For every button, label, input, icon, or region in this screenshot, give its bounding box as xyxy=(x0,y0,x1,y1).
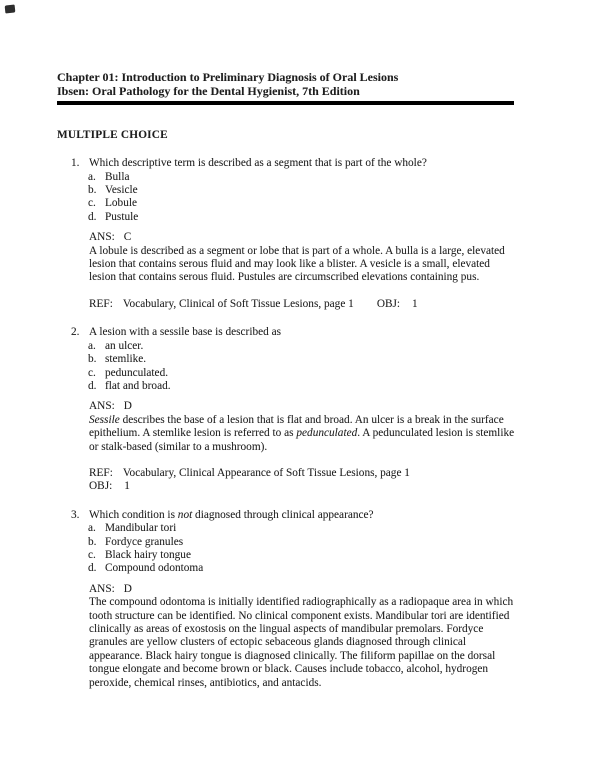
option-row xyxy=(88,340,514,353)
option-text: an ulcer. xyxy=(105,339,144,352)
option-text: Bulla xyxy=(105,170,130,183)
options-list xyxy=(88,340,514,394)
option-row xyxy=(88,549,514,562)
option-letter: b. xyxy=(88,353,97,366)
option-letter: d. xyxy=(88,379,97,392)
scan-artifact xyxy=(5,4,16,13)
option-row xyxy=(88,380,514,393)
answer-letter: D xyxy=(123,400,132,413)
explanation-text-italic: Sessile xyxy=(89,413,120,426)
option-text: Mandibular tori xyxy=(105,522,177,535)
book-title: Ibsen: Oral Pathology for the Dental Hygienist, 7th Edition xyxy=(57,83,360,98)
question-2 xyxy=(71,326,514,493)
obj-value: 1 xyxy=(412,297,418,310)
ref-label: REF: xyxy=(89,297,113,310)
explanation-text-italic: pedunculated xyxy=(296,427,358,440)
option-text: Black hairy tongue xyxy=(105,548,191,561)
option-row xyxy=(88,353,514,366)
answer-explanation xyxy=(89,596,519,690)
option-row xyxy=(88,536,514,549)
document-header xyxy=(57,71,514,105)
stem-text: Which condition is xyxy=(89,508,178,521)
ref-line xyxy=(89,298,519,311)
option-text: Fordyce granules xyxy=(105,535,184,548)
options-list xyxy=(88,171,514,225)
answer-line xyxy=(89,231,519,244)
answer-label: ANS: xyxy=(89,231,115,244)
answer-block xyxy=(89,231,519,311)
option-row xyxy=(88,211,514,224)
obj-label: OBJ: xyxy=(89,480,113,493)
ref-text: Vocabulary, Clinical of Soft Tissue Lesions, page 1 xyxy=(122,297,354,310)
option-row xyxy=(88,197,514,210)
answer-explanation xyxy=(89,414,519,454)
question-stem-row xyxy=(71,326,514,339)
answer-line xyxy=(89,400,519,413)
option-text: Compound odontoma xyxy=(105,562,204,575)
option-letter: d. xyxy=(88,562,97,575)
option-letter: a. xyxy=(88,339,96,352)
answer-letter: D xyxy=(123,582,132,595)
question-1 xyxy=(71,157,514,311)
section-title: MULTIPLE CHOICE xyxy=(57,128,168,141)
explanation-text: The compound odontoma is initially identified radiographically as a radiopaque area in which tooth structure can be identified. No clinical component exists. Mandibular tori are identified clinically as areas of exostosis on the lingual aspects of mandibular premolars. Fordyce granules are yellow clusters of ectopic sebaceous glands diagnosed through clinical appearance. Black hairy tongue is diagnosed clinically. The filiform papillae on the dorsal tongue elongate and become brown or black. Causes include tobacco, alcohol, hydrogen peroxide, chemical rinses, antibiotics, and antacids. xyxy=(89,596,514,689)
option-letter: d. xyxy=(88,210,97,223)
question-stem xyxy=(89,509,514,522)
option-text: Lobule xyxy=(105,197,137,210)
stem-text-italic: not xyxy=(177,508,193,521)
option-text: flat and broad. xyxy=(105,379,171,392)
question-stem-row xyxy=(71,157,514,170)
obj-value: 1 xyxy=(124,480,130,493)
option-text: Pustule xyxy=(105,210,139,223)
option-row xyxy=(88,522,514,535)
question-stem xyxy=(89,157,514,170)
option-letter: a. xyxy=(88,522,96,535)
obj-group xyxy=(377,298,418,310)
option-row xyxy=(88,184,514,197)
option-row xyxy=(88,367,514,380)
question-3 xyxy=(71,509,514,690)
question-number: 1. xyxy=(71,157,80,170)
chapter-title: Chapter 01: Introduction to Preliminary Diagnosis of Oral Lesions xyxy=(57,70,399,84)
option-letter: c. xyxy=(88,197,96,210)
option-text: pedunculated. xyxy=(105,366,169,379)
answer-line xyxy=(89,583,519,596)
option-letter: c. xyxy=(88,366,96,379)
obj-label: OBJ: xyxy=(376,297,401,310)
answer-block xyxy=(89,583,519,690)
question-number: 2. xyxy=(71,326,80,339)
option-letter: c. xyxy=(88,548,96,561)
ref-text: Vocabulary, Clinical Appearance of Soft Tissue Lesions, page 1 xyxy=(122,466,410,479)
option-row xyxy=(88,562,514,575)
obj-line xyxy=(89,480,519,493)
option-letter: a. xyxy=(88,170,96,183)
explanation-text: A lobule is described as a segment or lobe that is part of a whole. A bulla is a large, elevated lesion that contains serous fluid and may look like a blister. A vesicle is a small, elevated lesion that contains serous fluid. Pustules are circumscribed elevations containing pus. xyxy=(89,244,505,284)
stem-text: Which descriptive term is described as a segment that is part of the whole? xyxy=(89,157,427,170)
question-number: 3. xyxy=(71,508,80,521)
explanation-text: describes the base of a lesion that is flat and broad. An ulcer is a break in the surface epithelium. A stemlike lesion is referred to as xyxy=(89,413,504,440)
answer-label: ANS: xyxy=(89,582,115,595)
stem-text: diagnosed through clinical appearance? xyxy=(192,508,374,521)
explanation-text: . A pedunculated lesion is stemlike or stalk-based (similar to a mushroom). xyxy=(89,427,515,453)
question-stem-row xyxy=(71,509,514,522)
answer-block xyxy=(89,400,519,493)
answer-label: ANS: xyxy=(89,400,115,413)
options-list xyxy=(88,522,514,576)
ref-label: REF: xyxy=(89,466,113,479)
question-stem xyxy=(89,326,514,339)
answer-explanation xyxy=(89,245,519,285)
option-letter: b. xyxy=(88,184,97,197)
option-row xyxy=(88,171,514,184)
stem-text: A lesion with a sessile base is described as xyxy=(89,326,282,339)
option-text: stemlike. xyxy=(105,353,147,366)
option-text: Vesicle xyxy=(105,184,138,197)
ref-line xyxy=(89,467,519,480)
option-letter: b. xyxy=(88,535,97,548)
answer-letter: C xyxy=(123,231,132,244)
